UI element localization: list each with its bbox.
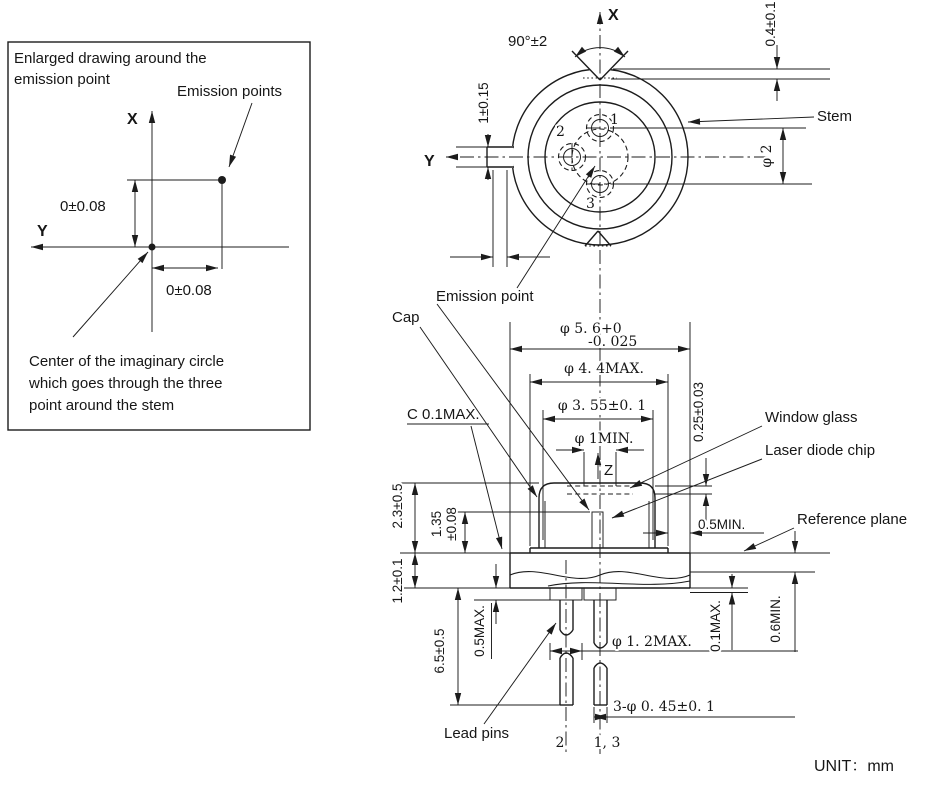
cap-label: Cap (392, 309, 420, 326)
center-note-leader-arrow (73, 252, 148, 337)
inset-title-line2: emission point (14, 71, 110, 88)
reference-plane-label: Reference plane (797, 511, 908, 528)
cap-clearance-value: 0.5MIN. (698, 517, 746, 532)
seal-protrusion-value: 0.5MAX. (472, 605, 487, 657)
emission-height-tolerance: ±0.08 (444, 507, 459, 541)
triangle-edge (585, 231, 598, 246)
cap-dia-value: φ 4. 4MAX. (564, 361, 644, 377)
pin3-number: 3 (586, 196, 595, 212)
break-wave-line (548, 581, 690, 586)
reference-plane-leader-arrow (744, 528, 794, 551)
inset-geometry (31, 103, 289, 337)
inset-x-axis-label: X (127, 111, 138, 128)
top-y-axis-label: Y (424, 153, 435, 170)
laser-chip-outline (592, 512, 603, 548)
enlarged-view (8, 42, 310, 430)
emission-height-value: 1.35 (429, 510, 444, 538)
cap-height-value: 2.3±0.5 (390, 483, 405, 529)
notch-angle-value: 90°±2 (508, 33, 548, 50)
pin-circle-dia-value: φ 2 (759, 144, 775, 168)
chamfer-value: C 0.1MAX. (407, 406, 480, 423)
pin-number-right: 1, 3 (593, 735, 621, 751)
pin-break-symbol (560, 630, 573, 635)
chip-label: Laser diode chip (765, 442, 876, 459)
emission-point-label: Emission point (436, 288, 534, 305)
emission-points-label: Emission points (177, 83, 283, 100)
top-view (424, 2, 852, 305)
pin-break-symbol (594, 643, 607, 648)
x-offset-value: 0±0.08 (60, 198, 106, 215)
stem-leader-arrow (688, 117, 814, 122)
window-thickness-value: 0.25±0.03 (691, 382, 706, 442)
center-note-line1: Center of the imaginary circle (29, 353, 225, 370)
lead-pins-label: Lead pins (444, 725, 510, 742)
side-view-dimensions (400, 322, 830, 723)
inset-box-border (8, 42, 310, 430)
center-note-line3: point around the stem (29, 397, 175, 414)
flange-thickness-value: 1.2±0.1 (390, 558, 405, 604)
lead-dia-value: 3-φ 0. 45±0. 1 (613, 699, 715, 715)
pin-break-symbol (594, 663, 607, 668)
lead-pins-leader-arrow (484, 623, 556, 724)
seal-dia-value: φ 1. 2MAX. (612, 634, 692, 650)
center-note-line2: which goes through the three (29, 375, 223, 392)
unit-note: UNIT：mm (814, 758, 894, 775)
window-dia-value: φ 3. 55±0. 1 (557, 398, 647, 414)
chip-leader-arrow (612, 459, 762, 518)
insulation-clearance-value: 0.6MIN. (768, 595, 783, 643)
notch-angle-arc (575, 48, 625, 57)
cap-outline (539, 483, 655, 548)
side-view (390, 250, 907, 754)
pin2-number: 2 (556, 124, 565, 140)
chamfer-leader-arrow (471, 426, 502, 549)
aperture-dia-value: φ 1MIN. (574, 431, 634, 447)
pin-break-symbol (560, 653, 573, 658)
y-offset-value: 0±0.08 (166, 282, 212, 299)
pin1-number: 1 (610, 112, 619, 128)
lead-length-value: 6.5±0.5 (432, 628, 447, 674)
burr-height-value: 0.1MAX. (708, 600, 723, 652)
flange-dia-nominal: φ 5. 6+0 (560, 321, 622, 337)
flange-dia-tolerance: -0. 025 (588, 334, 638, 350)
notch-depth-value: 0.4±0.1 (763, 1, 778, 47)
tab-height-value: 1±0.15 (476, 82, 491, 124)
top-x-axis-label: X (608, 7, 619, 24)
window-glass-label: Window glass (765, 409, 858, 426)
z-axis-label: Z (604, 462, 614, 479)
pin-number-left: 2 (555, 735, 565, 751)
emission-points-leader-arrow (229, 103, 252, 167)
inset-y-axis-label: Y (37, 223, 48, 240)
inset-title-line1: Enlarged drawing around the (14, 50, 207, 67)
stem-label: Stem (817, 108, 853, 125)
